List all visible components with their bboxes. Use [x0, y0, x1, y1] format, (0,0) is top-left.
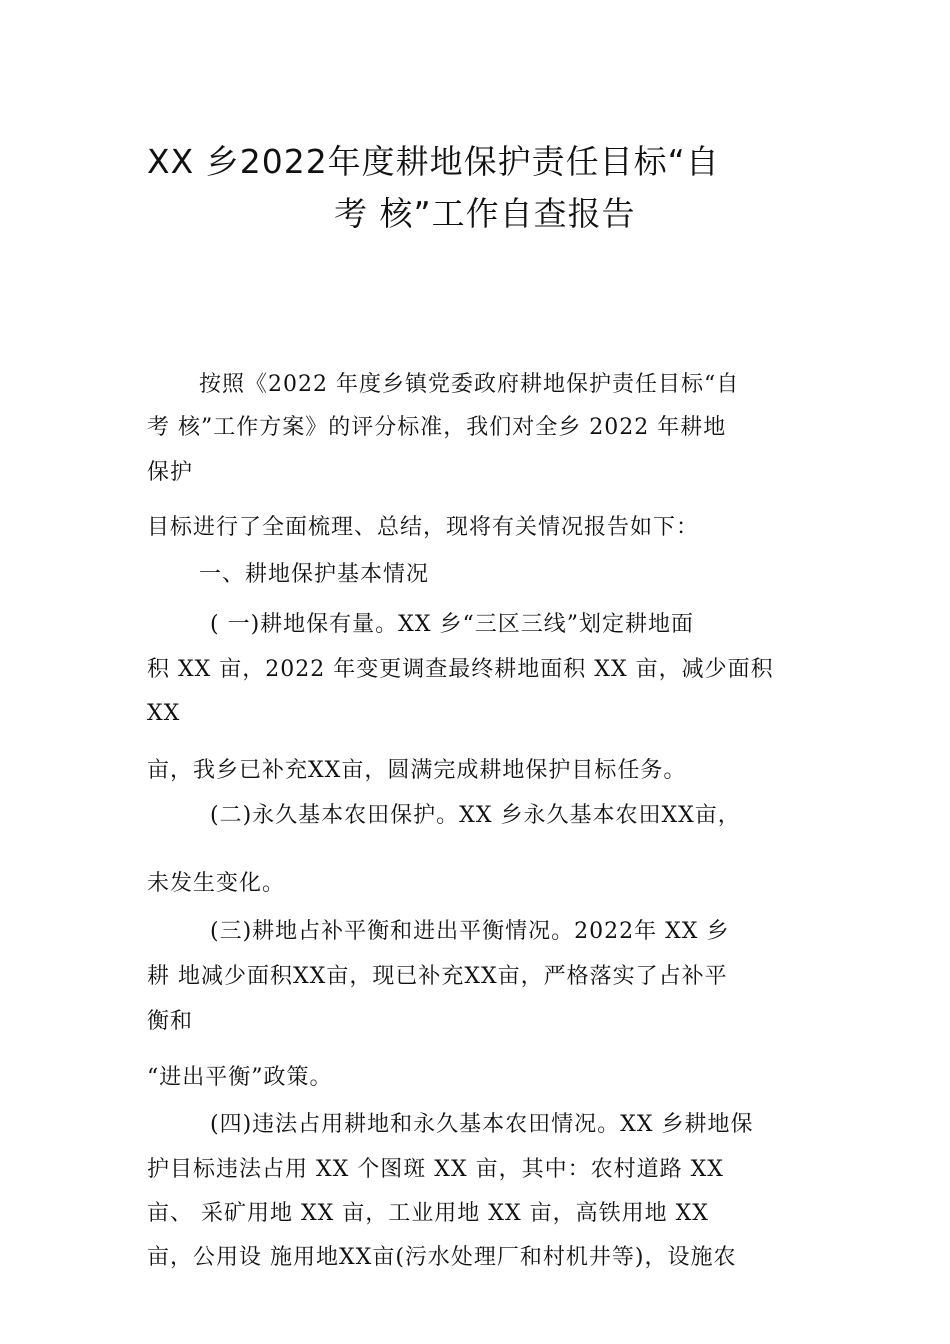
body-line: 考 核”工作方案》的评分标准，我们对全乡 2022 年耕地: [147, 415, 727, 440]
section-heading: 一、耕地保护基本情况: [199, 562, 430, 587]
body-line: ( 一)耕地保有量。XX 乡“三区三线”划定耕地面: [210, 612, 694, 637]
body-line: (四)违法占用耕地和永久基本农田情况。XX 乡耕地保: [210, 1112, 754, 1137]
body-line: 亩，我乡已补充XX亩，圆满完成耕地保护目标任务。: [147, 758, 687, 783]
document-title-line-2: 考 核”工作自查报告: [334, 194, 636, 233]
body-line: 护目标违法占用 XX 个图斑 XX 亩，其中：农村道路 XX: [147, 1157, 724, 1182]
body-line: 积 XX 亩，2022 年变更调查最终耕地面积 XX 亩，减少面积: [147, 657, 774, 682]
body-line: 保护: [147, 460, 194, 485]
body-line: 未发生变化。: [147, 871, 286, 896]
body-line: 目标进行了全面梳理、总结，现将有关情况报告如下：: [147, 515, 700, 540]
document-title-line-1: XX 乡2022年度耕地保护责任目标“自: [147, 142, 720, 181]
body-line: (三)耕地占补平衡和进出平衡情况。2022年 XX 乡: [210, 919, 730, 944]
body-line: (二)永久基本农田保护。XX 乡永久基本农田XX亩，: [210, 803, 741, 828]
body-line: 耕 地减少面积XX亩，现已补充XX亩，严格落实了占补平: [147, 964, 728, 989]
body-line: “进出平衡”政策。: [147, 1065, 333, 1090]
body-line: XX: [147, 701, 181, 726]
body-line: 亩、 采矿用地 XX 亩，工业用地 XX 亩，高铁用地 XX: [147, 1201, 709, 1226]
body-line: 按照《2022 年度乡镇党委政府耕地保护责任目标“自: [199, 372, 740, 397]
body-line: 衡和: [147, 1009, 194, 1034]
body-line: 亩，公用设 施用地XX亩(污水处理厂和村机井等)，设施农: [147, 1245, 737, 1270]
